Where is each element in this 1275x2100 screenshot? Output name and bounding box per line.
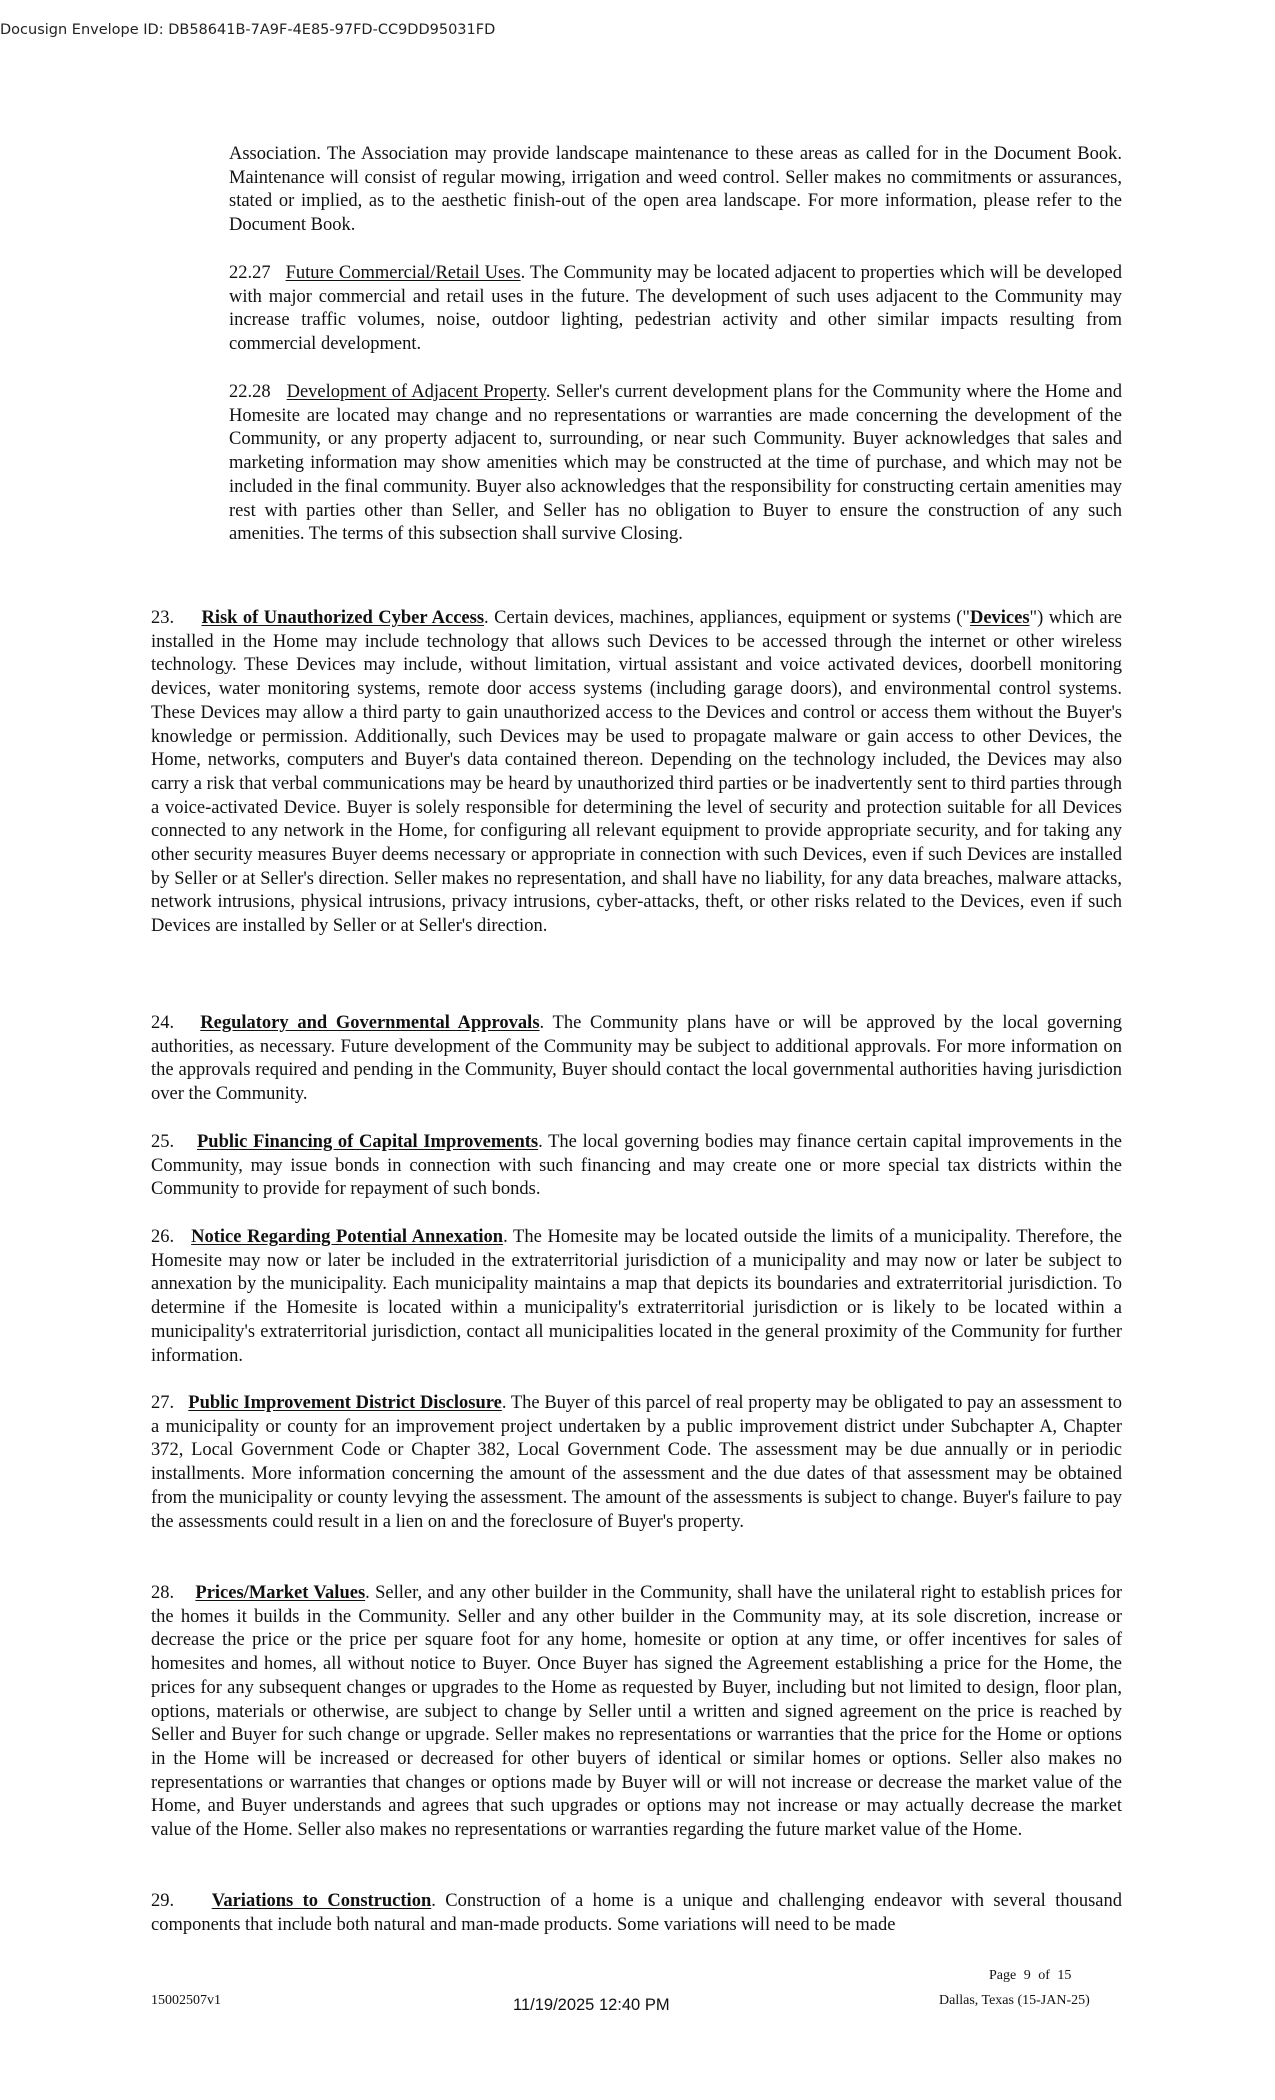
section-number: 23. bbox=[151, 608, 175, 628]
section-body: . The Homesite may be located outside the limits of a municipality. Therefore, the Homesite may now or later be included in the extraterritorial jurisdiction of a municipality and may now or later be subject to annexation by the municipality. Each municipality maintains a map that depicts its boundaries and extraterritorial jurisdiction. To determine if the Homesite is located within a municipality's extraterritorial jurisdiction or is likely to be located within a municipality's extraterritorial jurisdiction, contact all municipalities located in the general proximity of the Community for further information. bbox=[151, 1227, 1122, 1366]
page-total: 15 bbox=[1057, 1968, 1072, 1983]
page-label: Page bbox=[989, 1968, 1017, 1983]
page-number: 9 bbox=[1023, 1968, 1031, 1983]
section-title: Public Financing of Capital Improvements bbox=[196, 1132, 539, 1152]
section-body: . The Community plans have or will be approved by the local governing authorities, as necessary. Future development of the Community may be subject to additional approvals. For more information on the approvals required and pending in the Community, Buyer should contact the local governmental authorities having jurisdiction over the Community. bbox=[151, 1013, 1122, 1105]
section-number: 28. bbox=[151, 1583, 175, 1603]
docusign-envelope-id: Docusign Envelope ID: DB58641B-7A9F-4E85-97FD-CC9DD95031FD bbox=[0, 22, 496, 38]
section-title: Prices/Market Values bbox=[195, 1583, 366, 1603]
section-22-28 bbox=[229, 381, 1122, 547]
section-title: Risk of Unauthorized Cyber Access bbox=[201, 608, 485, 628]
section-body: . The Buyer of this parcel of real property may be obligated to pay an assessment to a municipality or county for an improvement project undertaken by a public improvement district under Subchapter A, Chapter 372, Local Government Code or Chapter 382, Local Government Code. The assessment may be due annually or in periodic installments. More information concerning the amount of the assessment and the due dates of that assessment may be obtained from the municipality or county levying the assessment. The amount of the assessments is subject to change. Buyer's failure to pay the assessments could result in a lien on and the foreclosure of Buyer's property. bbox=[151, 1393, 1123, 1532]
section-25 bbox=[151, 1131, 1122, 1202]
section-number: 25. bbox=[151, 1132, 175, 1152]
section-29 bbox=[151, 1890, 1122, 1937]
section-26 bbox=[151, 1226, 1122, 1368]
document-location: Dallas, Texas (15-JAN-25) bbox=[939, 1993, 1090, 2008]
section-title: Notice Regarding Potential Annexation bbox=[191, 1227, 504, 1247]
section-28 bbox=[151, 1582, 1122, 1843]
section-23 bbox=[151, 607, 1122, 939]
section-title: Future Commercial/Retail Uses bbox=[285, 263, 521, 283]
section-body: . Seller, and any other builder in the Community, shall have the unilateral right to establish prices for the homes it builds in the Community. Seller and any other builder in the Community may, at its sole discretion, increase or decrease the price or the price per square foot for any home, homesite or option at any time, or offer incentives for sales of homesites and homes, all without notice to Buyer. Once Buyer has signed the Agreement establishing a price for the Home, the prices for any subsequent changes or upgrades to the Home as requested by Buyer, including but not limited to design, floor plan, options, materials or otherwise, are subject to change by Seller until a written and signed agreement on the price is reached by Seller and Buyer for such change or upgrade. Seller makes no representations or warranties that the price for the Home or options in the Home will be increased or decreased for other buyers of identical or similar homes or options. Seller also makes no representations or warranties that changes or options made by Buyer will or will not increase or decrease the market value of the Home, and Buyer understands and agrees that such upgrades or options may not increase or may actually decrease the market value of the Home. Seller also makes no representations or warranties regarding the future market value of the Home. bbox=[151, 1583, 1122, 1841]
section-title: Development of Adjacent Property bbox=[286, 382, 546, 402]
section-24 bbox=[151, 1012, 1122, 1107]
section-body-a: . Certain devices, machines, appliances, equipment or systems (" bbox=[484, 608, 970, 628]
section-number: 24. bbox=[151, 1013, 175, 1033]
section-body: . The Community may be located adjacent to properties which will be developed with major commercial and retail uses in the future. The development of such uses adjacent to the Community may increase traffic volumes, noise, outdoor lighting, pedestrian activity and other similar impacts resulting from commercial development. bbox=[229, 263, 1122, 355]
section-number: 29. bbox=[151, 1891, 175, 1911]
section-number: 26. bbox=[151, 1227, 175, 1247]
section-body: . The local governing bodies may finance certain capital improvements in the Community, may issue bonds in connection with such financing and may create one or more special tax districts within the Community to provide for repayment of such bonds. bbox=[151, 1132, 1123, 1200]
section-title: Public Improvement District Disclosure bbox=[188, 1393, 502, 1413]
page-indicator bbox=[989, 1968, 1071, 1984]
section-27 bbox=[151, 1392, 1122, 1534]
page-of-label: of bbox=[1038, 1968, 1050, 1983]
section-title: Variations to Construction bbox=[211, 1891, 432, 1911]
defined-term-devices: Devices bbox=[969, 608, 1030, 628]
section-body: . Construction of a home is a unique and challenging endeavor with several thousand components that include both natural and man-made products. Some variations will need to be made bbox=[151, 1891, 1123, 1935]
signature-timestamp: 11/19/2025 12:40 PM bbox=[513, 1996, 670, 2014]
section-number: 22.27 bbox=[229, 263, 271, 283]
section-intro bbox=[229, 143, 1122, 238]
section-number: 27. bbox=[151, 1393, 175, 1413]
section-22-27 bbox=[229, 262, 1122, 357]
section-body-b: ") which are installed in the Home may include technology that allows such Devices to be accessed through the internet or other wireless technology. These Devices may include, without limitation, virtual assistant and voice activated devices, doorbell monitoring devices, water monitoring systems, remote door access systems (including garage doors), and environmental control systems. These Devices may allow a third party to gain unauthorized access to the Devices and control or access them without the Buyer's knowledge or permission. Additionally, such Devices may be used to propagate malware or gain access to other Devices, the Home, networks, computers and Buyer's data contained thereon. Depending on the technology included, the Devices may also carry a risk that verbal communications may be heard by unauthorized third parties or be inadvertently sent to third parties through a voice-activated Device. Buyer is solely responsible for determining the level of security and protection suitable for all Devices connected to any network in the Home, for configuring all relevant equipment to provide appropriate security, and for taking any other security measures Buyer deems necessary or appropriate in connection with such Devices, even if such Devices are installed by Seller or at Seller's direction. Seller makes no representation, and shall have no liability, for any data breaches, malware attacks, network intrusions, physical intrusions, privacy intrusions, cyber-attacks, theft, or other risks related to the Devices, even if such Devices are installed by Seller or at Seller's direction. bbox=[151, 608, 1122, 937]
section-body: . Seller's current development plans for the Community where the Home and Homesite are located may change and no representations or warranties are made concerning the development of the Community, or any property adjacent to, surrounding, or near such Community. Buyer acknowledges that sales and marketing information may show amenities which may be constructed at the time of purchase, and which may not be included in the final community. Buyer also acknowledges that the responsibility for constructing certain amenities may rest with parties other than Seller, and Seller has no obligation to Buyer to ensure the construction of any such amenities. The terms of this subsection shall survive Closing. bbox=[229, 382, 1122, 545]
section-title: Regulatory and Governmental Approvals bbox=[200, 1013, 540, 1033]
intro-paragraph: Association. The Association may provide landscape maintenance to these areas as called for in the Document Book. Maintenance will consist of regular mowing, irrigation and weed control. Seller makes no commitments or assurances, stated or implied, as to the aesthetic finish-out of the open area landscape. For more information, please refer to the Document Book. bbox=[229, 144, 1122, 236]
section-number: 22.28 bbox=[229, 382, 271, 402]
document-code: 15002507v1 bbox=[151, 1993, 221, 2008]
